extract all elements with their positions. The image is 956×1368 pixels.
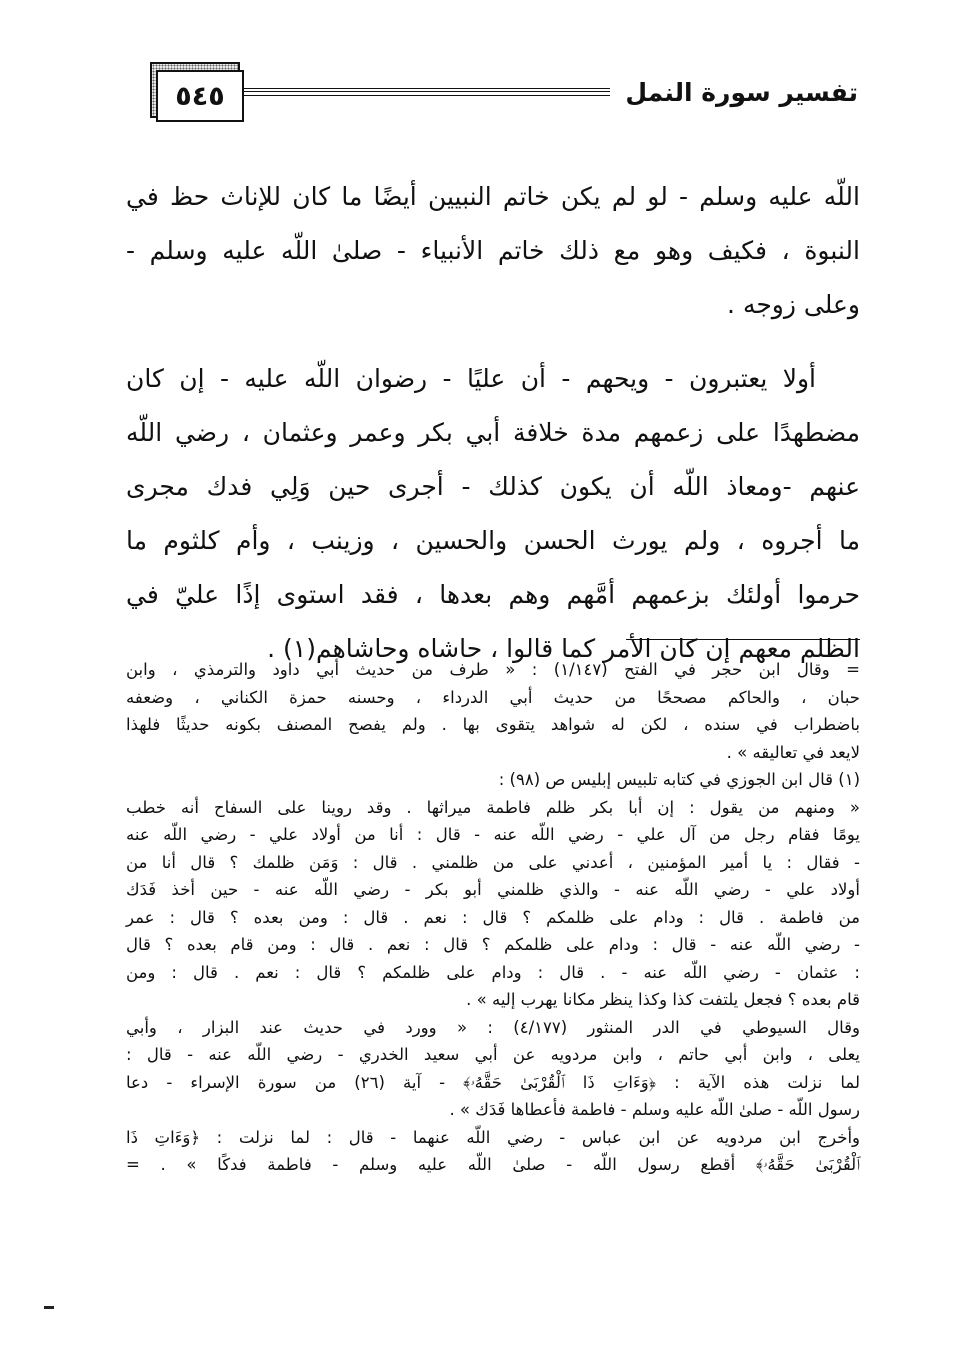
footnote-line: أولاد علي - رضي اللّه عنه - والذي ظلمني أبو بكر - رضي اللّه عنه - حين أخذ فَدَك bbox=[126, 880, 860, 899]
footnotes bbox=[126, 656, 860, 1179]
footnote-line: وقال السيوطي في الدر المنثور (٤/١٧٧) : « وورد في حديث عند البزار ، وأبي bbox=[126, 1017, 861, 1037]
main-text bbox=[126, 170, 860, 676]
footnote-line: باضطراب في سنده ، لكن له شواهد يتقوى بها . ولم يفصح المصنف بكونه حديثًا فلهذا bbox=[126, 715, 860, 734]
footnote-line: ٱلْقُرْبَىٰ حَقَّهُۥ﴾ أقطع رسول اللّه - صلىٰ اللّه عليه وسلم - فاطمة فدكًا » . = bbox=[126, 1155, 860, 1174]
text-line: ما أجروه ، ولم يورث الحسن والحسين ، وزينب ، وأم كلثوم ما bbox=[126, 526, 860, 555]
text-line: أولا يعتبرون - ويحهم - أن عليًا - رضوان اللّه عليه - إن كان bbox=[126, 364, 816, 393]
footnote-ibn-abbas bbox=[126, 1124, 860, 1179]
text-line: وعلى زوجه . bbox=[727, 290, 860, 319]
text-line: عنهم -ومعاذ اللّه أن يكون كذلك - أجرى حين وَلِي فدك مجرى bbox=[126, 472, 860, 501]
text-line: النبوة ، فكيف وهو مع ذلك خاتم الأنبياء - صلىٰ اللّه عليه وسلم - bbox=[126, 236, 860, 265]
footnote-line: = وقال ابن حجر في الفتح (١/١٤٧) : « طرف من حديث أبي داود والترمذي ، وابن bbox=[126, 660, 861, 679]
footnote-line: - فقال : يا أمير المؤمنين ، أعدني على من ظلمني . قال : وَمَن ظلمك ؟ قال أنا من bbox=[126, 852, 860, 872]
footnote-line: (١) قال ابن الجوزي في كتابه تلبيس إبليس ص (٩٨) : bbox=[498, 770, 860, 789]
footnote-suyuti bbox=[126, 1014, 860, 1124]
footnote-line: قام بعده ؟ فجعل يلتفت كذا وكذا ينظر مكانا يهرب إليه » . bbox=[466, 990, 860, 1009]
footnote-1 bbox=[126, 766, 860, 1014]
text-line: مضطهدًا على زعمهم مدة خلافة أبي بكر وعمر وعثمان ، رضي اللّه bbox=[126, 418, 860, 447]
footnote-continuation bbox=[126, 656, 860, 766]
running-title: تفسير سورة النمل bbox=[625, 78, 858, 107]
footnote-line: لايعد في تعاليقه » . bbox=[726, 742, 860, 762]
footnote-line: - رضي اللّه عنه - قال : ودام على ظلمكم ؟ قال : نعم . قال : ومن قام بعده ؟ قال bbox=[126, 935, 860, 954]
footnote-line: لما نزلت هذه الآية : ﴿وَءَاتِ ذَا ٱلْقُرْبَىٰ حَقَّهُۥ﴾ - آية (٢٦) من سورة الإسراء - دعا bbox=[126, 1072, 860, 1092]
footnote-separator bbox=[626, 639, 860, 640]
text-line: حرموا أولئك بزعمهم أمَّهم وهم بعدها ، فقد استوى إذًا عليّ في bbox=[126, 580, 860, 609]
stray-ink-mark bbox=[44, 1306, 54, 1309]
footnote-line: : عثمان - رضي اللّه عنه - . قال : ودام على ظلمكم ؟ قال : نعم . قال : ومن bbox=[126, 962, 860, 982]
header-rule bbox=[244, 88, 610, 96]
footnote-line: من فاطمة . قال : ودام على ظلمكم ؟ قال : نعم . قال : ومن بعده ؟ قال : عمر bbox=[126, 907, 860, 927]
paragraph-gap bbox=[126, 332, 860, 352]
paragraph-2 bbox=[126, 352, 860, 676]
paragraph-1 bbox=[126, 170, 860, 332]
footnote-line: يومًا فقام رجل من آل علي - رضي اللّه عنه - قال : أنا من أولاد علي - رضي اللّه عنه bbox=[126, 825, 860, 844]
footnote-line: يعلى ، وابن أبي حاتم ، وابن مردويه عن أبي سعيد الخدري - رضي اللّه عنه - قال : bbox=[126, 1045, 860, 1064]
footnote-line: « ومنهم من يقول : إن أبا بكر ظلم فاطمة ميراثها . وقد روينا على السفاح أنه خطب bbox=[126, 797, 860, 817]
footnote-line: وأخرج ابن مردويه عن ابن عباس - رضي اللّه عنهما - قال : لما نزلت : ﴿وَءَاتِ ذَا bbox=[126, 1127, 860, 1147]
text-line: اللّه عليه وسلم - لو لم يكن خاتم النبيين أيضًا ما كان للإناث حظ في bbox=[126, 182, 860, 211]
page-number: ٥٤٥ bbox=[156, 70, 244, 122]
text-line: الظلم معهم إن كان الأمر كما قالوا ، حاشاه وحاشاهم(١) . bbox=[267, 634, 860, 663]
page-number-box bbox=[150, 62, 242, 120]
footnote-line: حبان ، والحاكم مصححًا من حديث أبي الدرداء ، وحسنه حمزة الكناني ، وضعفه bbox=[126, 687, 860, 707]
footnote-line: رسول اللّه - صلىٰ اللّه عليه وسلم - فاطمة فأعطاها فَدَك » . bbox=[449, 1100, 860, 1119]
